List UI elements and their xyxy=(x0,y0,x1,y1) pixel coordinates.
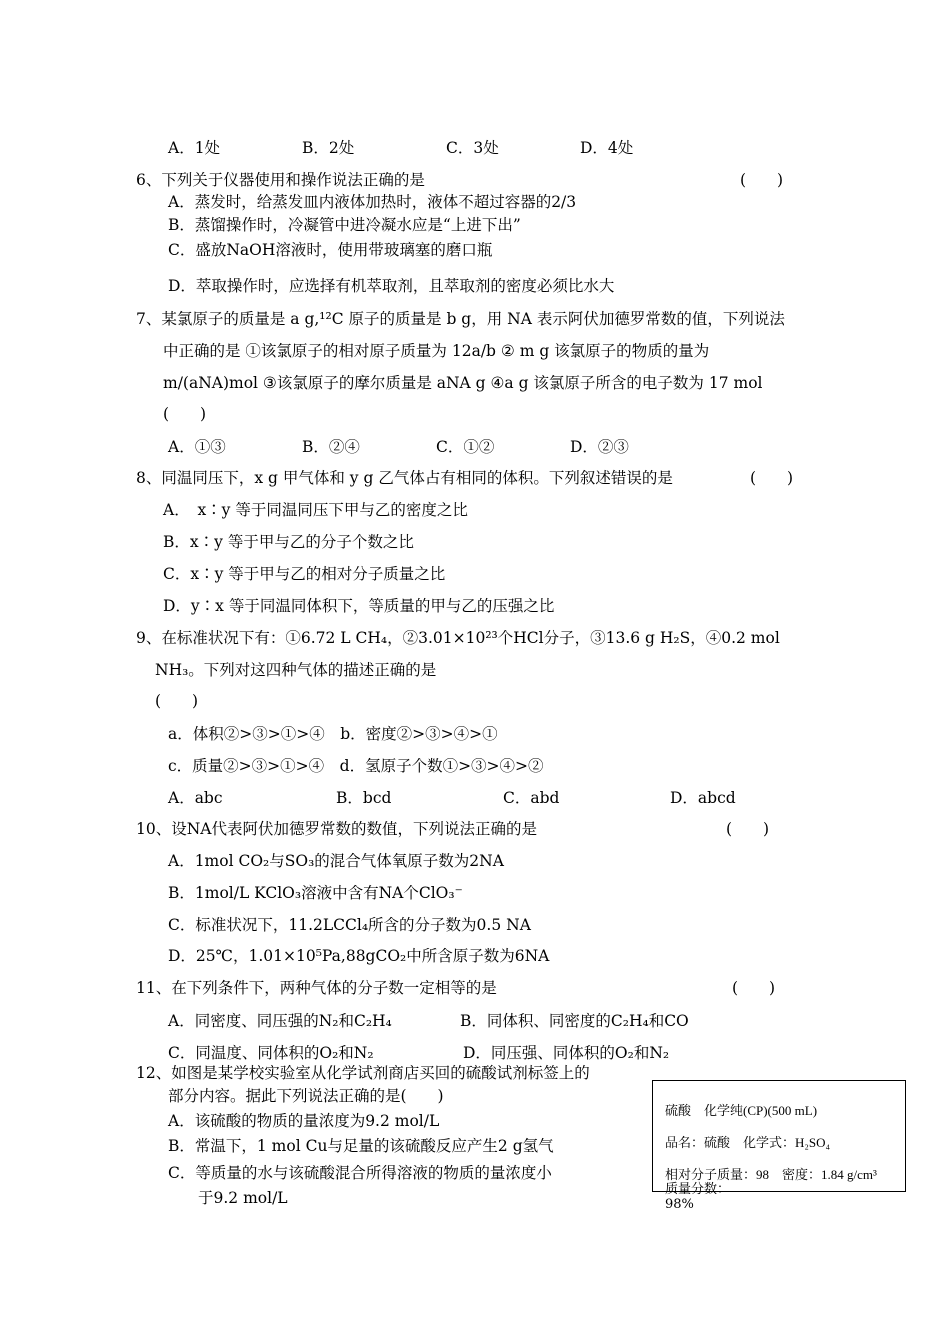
q8-option-d: D．y∶x 等于同温同体积下，等质量的甲与乙的压强之比 xyxy=(163,597,555,615)
q8-option-b: B．x∶y 等于甲与乙的分子个数之比 xyxy=(163,533,414,551)
q11-option-c: C．同温度、同体积的O₂和N₂ xyxy=(168,1044,374,1062)
q11-option-b: B．同体积、同密度的C₂H₄和CO xyxy=(460,1012,689,1030)
q10-answer-blank: ( ) xyxy=(726,820,770,838)
q7-option-a: A．①③ xyxy=(168,438,226,456)
q9-option-b: B．bcd xyxy=(336,789,392,807)
q7-option-c: C．①② xyxy=(436,438,495,456)
q10-option-b: B．1mol/L KClO₃溶液中含有NA个ClO₃⁻ xyxy=(168,884,463,902)
q6-stem: 6、下列关于仪器使用和操作说法正确的是 xyxy=(136,171,425,189)
q5-option-a: A．1处 xyxy=(168,139,221,157)
q12-option-a: A．该硫酸的物质的量浓度为9.2 mol/L xyxy=(168,1112,440,1130)
q8-stem: 8、同温同压下，x g 甲气体和 y g 乙气体占有相同的体积。下列叙述错误的是 xyxy=(136,469,673,487)
q5-option-b: B．2处 xyxy=(302,139,355,157)
q11-option-a: A．同密度、同压强的N₂和C₂H₄ xyxy=(168,1012,392,1030)
q8-option-c: C．x∶y 等于甲与乙的相对分子质量之比 xyxy=(163,565,446,583)
q10-option-c: C．标准状况下，11.2LCCl₄所含的分子数为0.5 NA xyxy=(168,916,531,934)
q6-option-d: D．萃取操作时，应选择有机萃取剂，且萃取剂的密度必须比水大 xyxy=(168,277,615,295)
q9-option-d: D．abcd xyxy=(670,789,736,807)
reagent-label xyxy=(652,1080,906,1212)
q10-option-a: A．1mol CO₂与SO₃的混合气体氧原子数为2NA xyxy=(168,852,504,870)
q5-option-c: C．3处 xyxy=(446,139,499,157)
q12-stem-line2: 部分内容。据此下列说法正确的是( ) xyxy=(168,1087,444,1105)
q9-option-a: A．abc xyxy=(168,789,223,807)
reagent-label-mass-fraction: 质量分数：98% xyxy=(665,1182,731,1212)
q12-option-c-line2: 于9.2 mol/L xyxy=(198,1189,288,1207)
q9-stem-line2: NH₃。下列对这四种气体的描述正确的是 xyxy=(155,661,437,679)
q9-statements-cd: c．质量②>③>①>④ d．氢原子个数①>③>④>② xyxy=(168,757,544,775)
q12-option-c-line1: C．等质量的水与该硫酸混合所得溶液的物质的量浓度小 xyxy=(168,1164,552,1182)
q8-answer-blank: ( ) xyxy=(750,469,794,487)
reagent-label-cutoff-line xyxy=(665,1182,755,1212)
q9-statements-ab: a．体积②>③>①>④ b．密度②>③>④>① xyxy=(168,725,498,743)
q5-option-d: D．4处 xyxy=(580,139,634,157)
q10-option-d: D．25℃，1.01×10⁵Pa,88gCO₂中所含原子数为6NA xyxy=(168,947,550,965)
q8-option-a: A． x∶y 等于同温同压下甲与乙的密度之比 xyxy=(163,501,468,519)
q7-stem-line1: 7、某氯原子的质量是 a g,¹²C 原子的质量是 b g，用 NA 表示阿伏加德罗常数的值，下列说法 xyxy=(136,310,785,328)
q11-stem: 11、在下列条件下，两种气体的分子数一定相等的是 xyxy=(136,979,497,997)
q12-option-b: B．常温下，1 mol Cu与足量的该硫酸反应产生2 g氢气 xyxy=(168,1137,554,1155)
q6-option-c: C．盛放NaOH溶液时，使用带玻璃塞的磨口瓶 xyxy=(168,241,493,259)
q9-answer-blank: ( ) xyxy=(155,692,199,710)
reagent-label-mass-density: 相对分子质量：98 密度：1.84 g/cm³ xyxy=(665,1167,877,1182)
q7-stem-line3: m/(aNA)mol ③该氯原子的摩尔质量是 aNA g ④a g 该氯原子所含的电子数为 17 mol xyxy=(163,374,763,392)
q7-option-b: B．②④ xyxy=(302,438,360,456)
q6-option-b: B．蒸馏操作时，冷凝管中进冷凝水应是“上进下出” xyxy=(168,216,521,234)
q9-stem-line1: 9、在标准状况下有：①6.72 L CH₄，②3.01×10²³个HCl分子，③13.6 g H₂S，④0.2 mol xyxy=(136,629,780,647)
q12-stem-line1: 12、如图是某学校实验室从化学试剂商店买回的硫酸试剂标签上的 xyxy=(136,1064,590,1082)
q9-option-c: C．abd xyxy=(503,789,560,807)
q11-answer-blank: ( ) xyxy=(732,979,776,997)
q7-answer-blank: ( ) xyxy=(163,405,207,423)
q7-stem-line2: 中正确的是 ①该氯原子的相对原子质量为 12a/b ② m g 该氯原子的物质的量为 xyxy=(163,342,710,360)
q11-option-d: D．同压强、同体积的O₂和N₂ xyxy=(463,1044,670,1062)
q10-stem: 10、设NA代表阿伏加德罗常数的数值，下列说法正确的是 xyxy=(136,820,537,838)
reagent-label-name-formula: 品名：硫酸 化学式：H₂SO₄ xyxy=(665,1135,831,1150)
q7-option-d: D．②③ xyxy=(570,438,629,456)
q6-answer-blank: ( ) xyxy=(740,171,784,189)
q6-option-a: A．蒸发时，给蒸发皿内液体加热时，液体不超过容器的2/3 xyxy=(168,193,577,211)
reagent-label-title: 硫酸 化学纯(CP)(500 mL) xyxy=(665,1103,818,1118)
